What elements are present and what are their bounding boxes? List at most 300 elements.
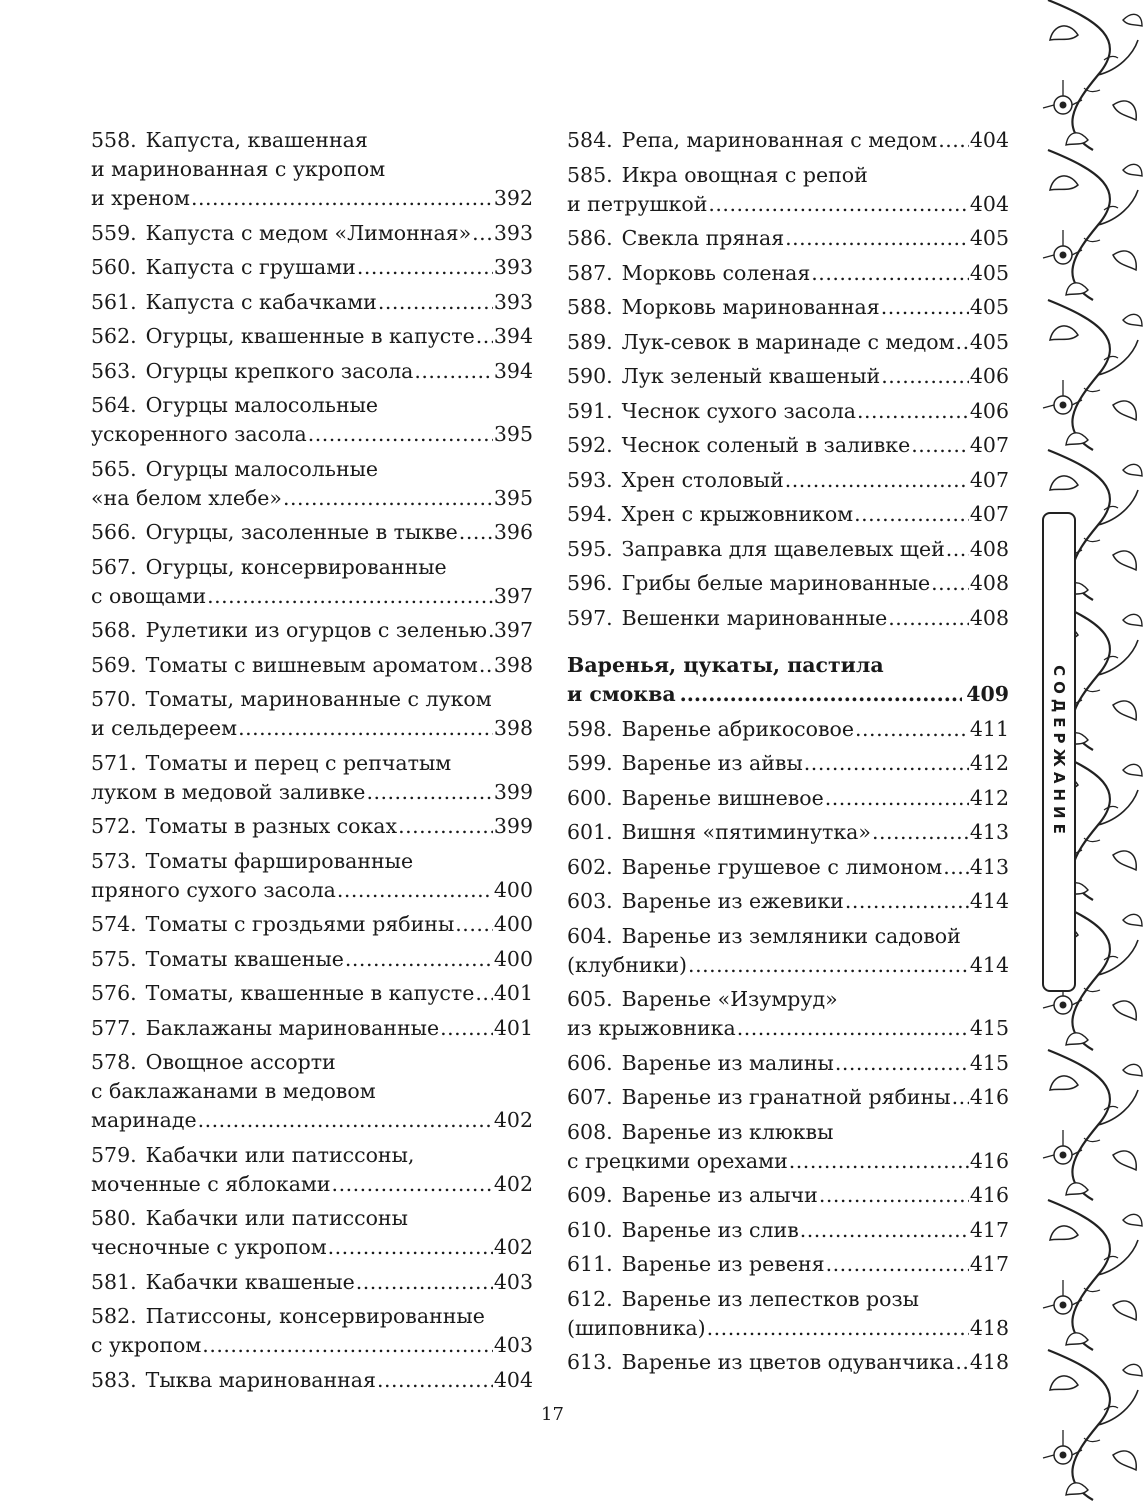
toc-entry[interactable] (567, 715, 1009, 744)
toc-entry[interactable] (567, 397, 1009, 426)
entry-title-text: чесночные с укропом (91, 1235, 327, 1259)
toc-entry[interactable] (567, 749, 1009, 778)
entry-number: 567. (91, 554, 137, 579)
entry-title-line (91, 778, 365, 807)
entry-number: 595. (567, 536, 613, 561)
entry-title-text: Варенье вишневое (621, 785, 824, 810)
toc-entry[interactable] (567, 1348, 1009, 1377)
entry-number: 603. (567, 889, 613, 913)
dot-leader (854, 500, 969, 529)
entry-title-line (91, 484, 282, 513)
toc-entry[interactable] (91, 518, 533, 547)
toc-entry[interactable] (91, 812, 533, 841)
toc-entry[interactable] (567, 535, 1009, 564)
entry-title-line (91, 288, 377, 317)
entry-title-line (91, 876, 336, 905)
entry-page-number: 405 (969, 295, 1009, 319)
dot-leader (737, 1014, 969, 1043)
entry-number: 609. (567, 1183, 613, 1207)
toc-entry[interactable] (567, 126, 1009, 155)
toc-entry[interactable] (567, 431, 1009, 460)
entry-title-text: Капуста с кабачками (145, 289, 377, 314)
entry-title-line (567, 431, 910, 460)
entry-page-number: 413 (969, 854, 1009, 879)
entry-number: 574. (91, 912, 137, 936)
dot-leader (785, 466, 969, 495)
entry-number: 601. (567, 820, 613, 844)
toc-entry[interactable] (567, 784, 1009, 813)
entry-title-text: Морковь маринованная (621, 295, 880, 319)
entry-line-with-page (91, 219, 533, 248)
entry-line (91, 126, 533, 155)
entry-title-text: Капуста с медом «Лимонная» (145, 220, 472, 245)
toc-entry[interactable] (91, 322, 533, 351)
entry-title-line (91, 582, 206, 611)
toc-entry[interactable] (567, 887, 1009, 916)
entry-page-number: 399 (493, 814, 533, 838)
entry-page-number: 395 (493, 422, 533, 446)
entry-line-with-page (91, 484, 533, 513)
entry-title-line (91, 616, 487, 645)
entry-title-text: Варенье из гранатной рябины (621, 1085, 951, 1109)
toc-entry[interactable] (567, 224, 1009, 253)
toc-entry[interactable] (567, 259, 1009, 288)
entry-number: 598. (567, 716, 613, 741)
dot-leader (955, 1348, 969, 1377)
entry-line (91, 1302, 533, 1331)
entry-title-line: Огурцы малосольные (145, 456, 379, 481)
toc-entry[interactable] (91, 1141, 533, 1199)
entry-title-line (567, 1348, 954, 1377)
dot-leader (191, 184, 493, 213)
page-number: 17 (541, 1404, 564, 1425)
entry-title-line (91, 1106, 197, 1135)
dot-leader (475, 979, 493, 1008)
entry-line-with-page (91, 778, 533, 807)
toc-entry[interactable] (91, 685, 533, 743)
entry-title-text: с овощами (91, 583, 207, 608)
entry-number: 612. (567, 1286, 613, 1311)
entry-line-with-page (567, 224, 1009, 253)
entry-title-line (91, 910, 454, 939)
entry-line (91, 155, 533, 184)
entry-title-line (91, 420, 307, 449)
dot-leader (911, 431, 969, 460)
entry-number: 569. (91, 652, 137, 677)
entry-line-with-page (91, 1331, 533, 1360)
toc-entry[interactable] (91, 391, 533, 449)
entry-title-line (567, 853, 942, 882)
entry-line-with-page (91, 184, 533, 213)
entry-page-number: 393 (493, 220, 533, 245)
entry-title-line (567, 1083, 951, 1112)
entry-number: 607. (567, 1085, 613, 1109)
entry-line (567, 161, 1009, 190)
entry-number: 580. (91, 1206, 137, 1230)
entry-line-with-page (567, 397, 1009, 426)
dot-leader (708, 190, 968, 219)
entry-number: 573. (91, 848, 137, 873)
entry-title-text: Тыква маринованная (145, 1367, 376, 1392)
entry-page-number: 395 (493, 485, 533, 510)
toc-entry[interactable] (91, 357, 533, 386)
entry-line-with-page (567, 569, 1009, 598)
entry-page-number: 403 (493, 1269, 533, 1294)
toc-entry[interactable] (91, 1204, 533, 1262)
entry-line-with-page (567, 1083, 1009, 1112)
entry-title-text: луком в медовой заливке (91, 779, 366, 804)
entry-line (91, 1204, 533, 1233)
entry-page-number: 393 (493, 289, 533, 314)
entry-line-with-page (567, 951, 1009, 980)
toc-entry[interactable] (567, 1049, 1009, 1078)
toc-entry[interactable] (91, 219, 533, 248)
entry-line-with-page (91, 1268, 533, 1297)
entry-title-line (91, 1331, 201, 1360)
dot-leader (819, 1181, 969, 1210)
entry-title-line: Патиссоны, консервированные (145, 1304, 485, 1328)
entry-page-number: 400 (493, 912, 533, 936)
entry-title-text: из крыжовника (567, 1016, 736, 1040)
entry-number: 585. (567, 162, 613, 187)
entry-line (91, 455, 533, 484)
entry-title-text: Варенье из ежевики (621, 889, 844, 913)
entry-title-line (567, 397, 856, 426)
entry-title-line: Варенье из земляники садовой (621, 923, 961, 948)
entry-number: 563. (91, 358, 137, 383)
entry-page-number: 394 (493, 358, 533, 383)
entry-title-line: Томаты, маринованные с луком (145, 687, 492, 711)
toc-list-jams (567, 715, 1009, 1378)
toc-entry[interactable] (91, 1366, 533, 1395)
entry-title-line (91, 1170, 331, 1199)
toc-entry[interactable] (567, 293, 1009, 322)
dot-leader (952, 1083, 969, 1112)
dot-leader (881, 362, 969, 391)
dot-leader (357, 253, 493, 282)
toc-entry[interactable] (91, 847, 533, 905)
entry-title-text: Томаты квашеные (145, 946, 344, 971)
entry-title-line (91, 1366, 376, 1395)
toc-entry[interactable] (567, 1216, 1009, 1245)
entry-number: 564. (91, 393, 137, 417)
entry-title-line: Варенье из клюквы (621, 1119, 834, 1144)
entry-title-text: Варенье из алычи (621, 1183, 818, 1207)
toc-entry[interactable] (91, 1268, 533, 1297)
entry-page-number: 416 (969, 1183, 1009, 1207)
toc-entry[interactable] (91, 651, 533, 680)
dot-leader (855, 715, 969, 744)
dot-leader (688, 951, 969, 980)
entry-title-line (91, 651, 478, 680)
entry-page-number: 398 (493, 716, 533, 740)
entry-line-with-page (567, 362, 1009, 391)
dot-leader (946, 535, 969, 564)
entry-title-text: и хреном (91, 186, 190, 210)
entry-title-line (567, 259, 810, 288)
entry-number: 591. (567, 398, 613, 423)
entry-number: 562. (91, 324, 137, 348)
entry-title-text: и сельдереем (91, 716, 238, 740)
entry-title-line: Кабачки или патиссоны, (145, 1142, 415, 1167)
entry-line-with-page (567, 431, 1009, 460)
entry-title-line (567, 715, 854, 744)
dot-leader (283, 484, 493, 513)
dot-leader (198, 1106, 493, 1135)
toc-entry[interactable] (567, 1083, 1009, 1112)
entry-title-line (567, 951, 687, 980)
entry-title-text: Варенье из слив (621, 1217, 799, 1242)
entry-title-text: Варенье абрикосовое (621, 716, 855, 741)
dot-leader (956, 328, 969, 357)
entry-page-number: 407 (969, 433, 1009, 457)
entry-number: 596. (567, 571, 613, 595)
entry-title-text: Огурцы, засоленные в тыкве (145, 520, 458, 544)
toc-entry[interactable] (91, 945, 533, 974)
entry-line-with-page (91, 357, 533, 386)
entry-page-number: 405 (969, 329, 1009, 354)
entry-number: 608. (567, 1119, 613, 1144)
toc-entry[interactable] (91, 253, 533, 282)
entry-page-number: 394 (493, 324, 533, 348)
entry-line (91, 553, 533, 582)
entry-number: 568. (91, 618, 137, 642)
toc-right-column (567, 126, 1009, 1383)
toc-entry[interactable] (91, 126, 533, 213)
dot-leader (888, 604, 969, 633)
toc-entry[interactable] (567, 500, 1009, 529)
entry-page-number: 393 (493, 255, 533, 279)
dot-leader (826, 1250, 969, 1279)
entry-title-text: Заправка для щавелевых щей (621, 536, 945, 561)
toc-entry[interactable] (567, 1285, 1009, 1343)
toc-entry[interactable] (91, 553, 533, 611)
entry-number: 599. (567, 751, 613, 775)
entry-number: 613. (567, 1350, 613, 1374)
entry-page-number: 397 (493, 583, 533, 608)
toc-entry[interactable] (567, 1181, 1009, 1210)
entry-title-text: Томаты с гроздьями рябины (145, 912, 455, 936)
entry-line-with-page (91, 714, 533, 743)
entry-title-text: (клубники) (567, 952, 688, 977)
toc-entry[interactable] (567, 362, 1009, 391)
entry-number: 590. (567, 364, 613, 388)
entry-page-number: 418 (969, 1315, 1009, 1340)
entry-title-line (567, 1250, 825, 1279)
entry-title-line (567, 224, 784, 253)
dot-leader (459, 518, 493, 547)
toc-entry[interactable] (91, 910, 533, 939)
dot-leader (479, 651, 493, 680)
entry-page-number: 415 (969, 1050, 1009, 1075)
entry-title-line (567, 784, 824, 813)
dot-leader (207, 582, 493, 611)
entry-number: 582. (91, 1304, 137, 1328)
entry-title-line (91, 812, 397, 841)
entry-title-line (567, 818, 871, 847)
entry-number: 577. (91, 1015, 137, 1040)
toc-entry[interactable] (91, 1048, 533, 1135)
dot-leader (857, 397, 969, 426)
entry-number: 572. (91, 814, 137, 838)
dot-leader (811, 259, 969, 288)
entry-number: 586. (567, 226, 613, 250)
entry-title-line (567, 1014, 736, 1043)
dot-leader (785, 224, 969, 253)
entry-number: 581. (91, 1269, 137, 1294)
entry-title-line (567, 1049, 834, 1078)
entry-page-number: 413 (969, 820, 1009, 844)
entry-line-with-page (567, 749, 1009, 778)
entry-line-with-page (91, 910, 533, 939)
entry-title-text: Репа, маринованная с медом (621, 128, 938, 152)
dot-leader (845, 887, 969, 916)
entry-title-line (91, 714, 237, 743)
entry-line-with-page (91, 979, 533, 1008)
entry-page-number: 408 (969, 536, 1009, 561)
toc-entry[interactable] (567, 853, 1009, 882)
dot-leader (308, 420, 493, 449)
dot-leader (680, 680, 963, 709)
entry-number: 583. (91, 1367, 137, 1392)
entry-line-with-page (567, 190, 1009, 219)
entry-title-line (567, 749, 803, 778)
dot-leader (800, 1216, 969, 1245)
entry-line (91, 1141, 533, 1170)
entry-title-line (567, 1216, 799, 1245)
entry-line-with-page (567, 466, 1009, 495)
entry-page-number: 399 (493, 779, 533, 804)
entry-line-with-page (567, 715, 1009, 744)
toc-entry[interactable] (567, 985, 1009, 1043)
toc-entry[interactable] (567, 466, 1009, 495)
entry-page-number: 402 (493, 1108, 533, 1132)
entry-line-with-page (91, 812, 533, 841)
toc-section-heading[interactable] (567, 651, 1009, 709)
toc-entry[interactable] (567, 569, 1009, 598)
entry-line-with-page (567, 887, 1009, 916)
entry-number: 584. (567, 128, 613, 152)
toc-entry[interactable] (567, 328, 1009, 357)
entry-title-line: Варенье «Изумруд» (621, 987, 838, 1011)
entry-title-line: и маринованная с укропом (91, 157, 386, 181)
entry-title-line (567, 126, 937, 155)
entry-title-line (91, 1233, 327, 1262)
toc-entry[interactable] (91, 616, 533, 645)
entry-title-line (567, 500, 853, 529)
entry-title-line (567, 535, 945, 564)
entry-page-number: 417 (969, 1217, 1009, 1242)
toc-entry[interactable] (91, 1014, 533, 1043)
entry-number: 565. (91, 456, 137, 481)
entry-line (567, 1118, 1009, 1147)
entry-page-number: 402 (493, 1235, 533, 1259)
entry-number: 587. (567, 260, 613, 285)
toc-entry[interactable] (91, 455, 533, 513)
dot-leader (825, 784, 969, 813)
toc-entry[interactable] (91, 749, 533, 807)
entry-title-line (567, 887, 844, 916)
entry-title-text: Морковь соленая (621, 260, 811, 285)
entry-title-text: Варенье грушевое с лимоном (621, 854, 943, 879)
entry-title-text: ускоренного засола (91, 422, 307, 446)
toc-entry[interactable] (91, 288, 533, 317)
entry-page-number: 405 (969, 260, 1009, 285)
entry-page-number: 416 (969, 1085, 1009, 1109)
entry-line-with-page (567, 1181, 1009, 1210)
entry-title-line (567, 362, 880, 391)
entry-line (91, 847, 533, 876)
entry-title-line (91, 945, 344, 974)
entry-number: 570. (91, 687, 137, 711)
toc-entry[interactable] (91, 1302, 533, 1360)
dot-leader (356, 1268, 493, 1297)
entry-title-text: моченные с яблоками (91, 1171, 331, 1196)
entry-line-with-page (567, 1147, 1009, 1176)
dot-leader (328, 1233, 493, 1262)
entry-page-number: 408 (969, 605, 1009, 630)
toc-entry[interactable] (567, 161, 1009, 219)
toc-entry[interactable] (91, 979, 533, 1008)
side-tab-contents[interactable] (1042, 512, 1076, 992)
toc-entry[interactable] (567, 604, 1009, 633)
dot-leader (943, 853, 969, 882)
entry-number: 558. (91, 128, 137, 152)
entry-line-with-page (91, 1366, 533, 1395)
entry-page-number: 402 (493, 1171, 533, 1196)
entry-line-with-page (567, 604, 1009, 633)
entry-page-number: 412 (969, 785, 1009, 810)
entry-line (567, 922, 1009, 951)
entry-title-line (567, 190, 707, 219)
entry-title-line (567, 1147, 788, 1176)
entry-number: 597. (567, 605, 613, 630)
entry-title-text: Лук зеленый квашеный (621, 364, 881, 388)
toc-list-pickles (567, 126, 1009, 633)
entry-title-line (567, 569, 930, 598)
entry-page-number: 416 (969, 1148, 1009, 1173)
dot-leader (472, 219, 493, 248)
entry-title-line (91, 322, 475, 351)
entry-page-number: 400 (493, 946, 533, 971)
entry-line-with-page (567, 784, 1009, 813)
entry-line-with-page (567, 1348, 1009, 1377)
toc-entry[interactable] (567, 818, 1009, 847)
entry-title-text: с укропом (91, 1333, 202, 1357)
dot-leader (476, 322, 493, 351)
entry-title-text: Хрен столовый (621, 467, 784, 492)
entry-number: 602. (567, 854, 613, 879)
entry-title-text: Варенье из айвы (621, 751, 803, 775)
entry-title-line: Икра овощная с репой (621, 162, 868, 187)
entry-page-number: 404 (493, 1367, 533, 1392)
entry-title-line (91, 518, 458, 547)
entry-title-text: с грецкими орехами (567, 1148, 788, 1173)
entry-page-number: 398 (493, 652, 533, 677)
entry-line-with-page (91, 1106, 533, 1135)
entry-line-with-page (91, 253, 533, 282)
toc-entry[interactable] (567, 1250, 1009, 1279)
dot-leader (202, 1331, 493, 1360)
toc-entry[interactable] (567, 1118, 1009, 1176)
entry-line-with-page (567, 818, 1009, 847)
toc-entry[interactable] (567, 922, 1009, 980)
entry-number: 605. (567, 987, 613, 1011)
entry-title-text: Томаты с вишневым ароматом (145, 652, 478, 677)
dot-leader (881, 293, 969, 322)
entry-page-number: 418 (969, 1350, 1009, 1374)
entry-number: 560. (91, 255, 137, 279)
